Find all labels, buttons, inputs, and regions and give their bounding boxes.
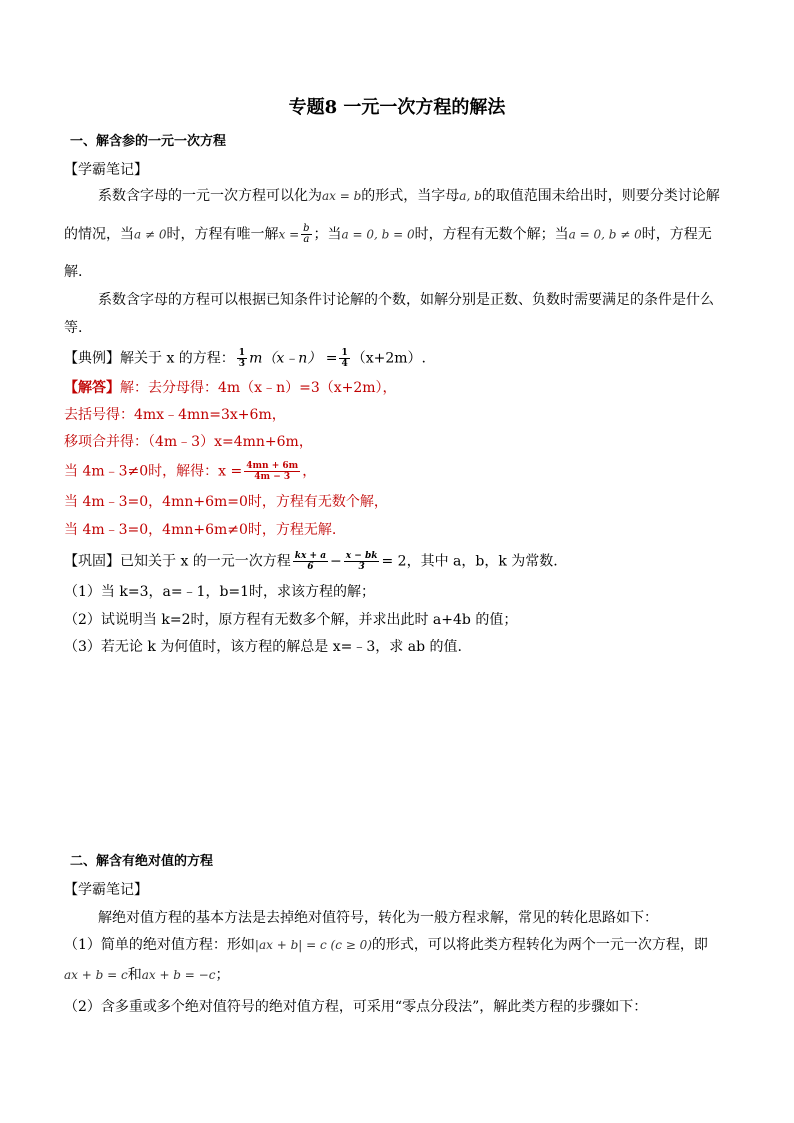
example-problem: 【典例】解关于 x 的方程： $\frac{1}{3}$ m（x﹣n） = $\frac{1}{4}$ （x+2m）. — [64, 348, 426, 369]
solution-line-2: 去括号得：4mx﹣4mn=3x+6m， — [64, 407, 286, 423]
consolidation-problem: 【巩固】已知关于 x 的一元一次方程 $\frac{kx + a}{6}$ − $\frac{x - bk}{3}$ = 2，其中 a，b，k 为常数. — [64, 551, 558, 572]
section-2-note-label: 【学霸笔记】 — [64, 882, 148, 898]
question-2: （2）试说明当 k=2时，原方程有无数多个解，并求出此时 a+4b 的值； — [64, 612, 518, 628]
section-1-paragraph-line-2: 的情况，当a ≠ 0时，方程有唯一解x = $\frac{b}{a}$ ；当a = 0, b = 0时，方程有无数个解；当a = 0, b ≠ 0时，方程无 — [64, 223, 712, 245]
question-1: （1）当 k=3，a=﹣1，b=1时，求该方程的解； — [64, 584, 376, 600]
section-1-paragraph-2-line-1: 系数含字母的方程可以根据已知条件讨论解的个数，如解分别是正数、负数时需要满足的条件是什么 — [98, 292, 714, 308]
solution-line-4: 当 4m﹣3≠0时，解得：x = $\frac{4mn + 6m}{4m - 3}$ ， — [64, 461, 317, 482]
section-1-paragraph-2-line-2: 等. — [64, 320, 83, 336]
question-3: （3）若无论 k 为何值时，该方程的解总是 x=﹣3，求 ab 的值. — [64, 639, 462, 655]
page-title: 专题8 一元一次方程的解法 — [288, 97, 506, 118]
section-2-item-1-line-1: （1）简单的绝对值方程：形如|ax + b| = c (c ≥ 0)的形式，可以将此类方程转化为两个一元一次方程，即 — [64, 937, 708, 953]
section-2-paragraph-1: 解绝对值方程的基本方法是去掉绝对值符号，转化为一般方程求解，常见的转化思路如下： — [98, 910, 658, 926]
section-2-item-2: （2）含多重或多个绝对值符号的绝对值方程，可采用“零点分段法”，解此类方程的步骤如下： — [64, 999, 648, 1015]
solution-line-3: 移项合并得：（4m﹣3）x=4mn+6m， — [64, 434, 313, 450]
solution-line-1: 【解答】解：去分母得：4m（x﹣n）=3（x+2m）， — [64, 380, 397, 396]
section-1-paragraph-line-3: 解. — [64, 264, 83, 280]
section-1-note-label: 【学霸笔记】 — [64, 162, 148, 178]
section-2-heading: 二、解含有绝对值的方程 — [70, 854, 214, 869]
solution-line-5: 当 4m﹣3=0，4mn+6m=0时，方程有无数个解， — [64, 494, 388, 510]
section-1-paragraph-line-1: 系数含字母的一元一次方程可以化为ax = b的形式，当字母a, b的取值范围未给出时，则要分类讨论解 — [98, 188, 720, 204]
section-2-item-1-line-2: ax + b = c和ax + b = −c； — [64, 967, 230, 983]
section-1-heading: 一、解含参的一元一次方程 — [70, 134, 227, 149]
solution-line-6: 当 4m﹣3=0，4mn+6m≠0时，方程无解. — [64, 522, 337, 538]
